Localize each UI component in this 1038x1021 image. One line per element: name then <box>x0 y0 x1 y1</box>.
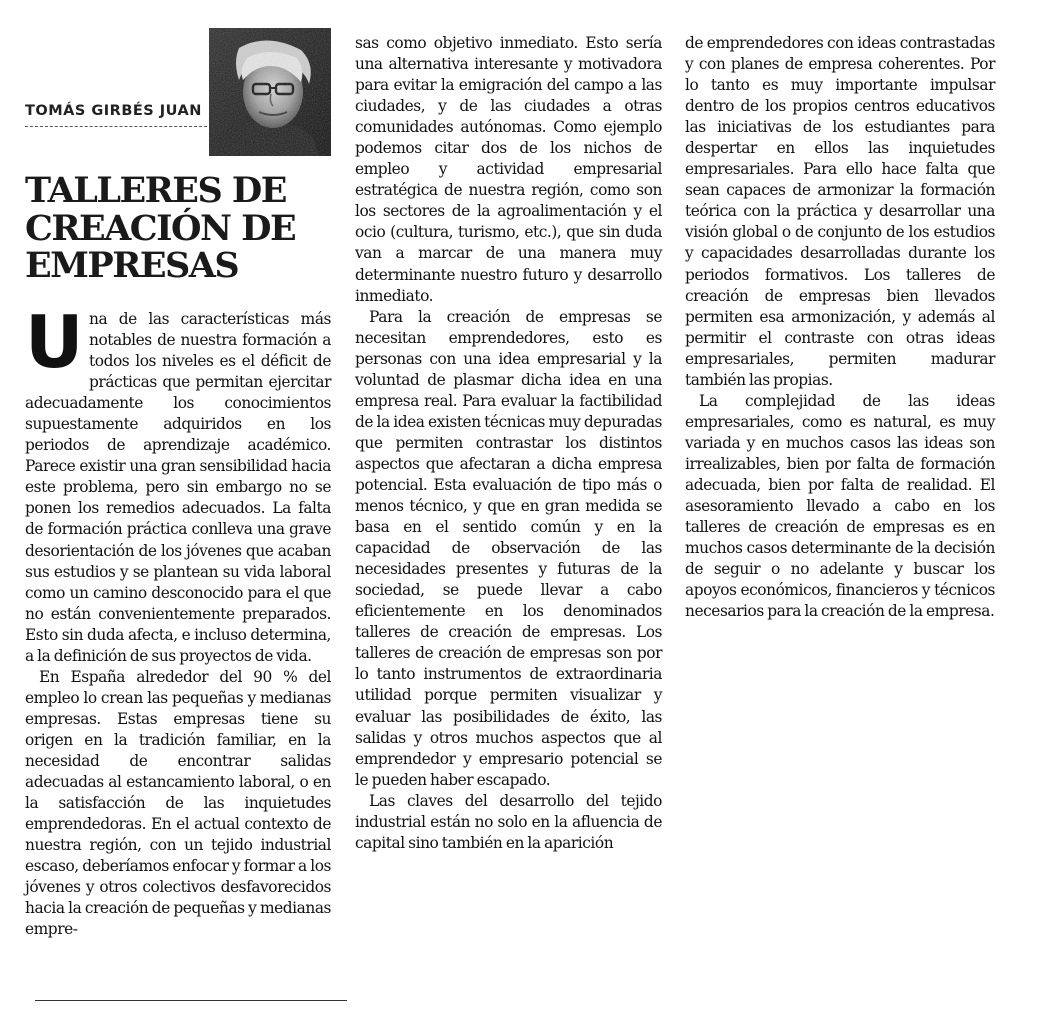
headline: TALLERES DE CREACIÓN DE EMPRESAS <box>25 170 296 286</box>
column-2 <box>355 33 662 854</box>
column-3 <box>685 33 995 622</box>
paragraph <box>25 300 331 667</box>
paragraph: Las claves del desarrollo del tejido industrial están no solo en la afluencia de capital sino también en la aparición <box>355 791 662 852</box>
paragraph-text: na de las características más notables de nuestra formación a todos los niveles es el déficit de prácticas que permitan ejercitar adecuadamente los conocimientos supuestamente adquiridos en los periodos de aprendizaje académico. Parece existir una gran sensibilidad hacia este problema, pero sin embargo no se ponen los remedios adecuados. La falta de formación práctica conlleva una grave desorientación de los jóvenes que acaban sus estudios y se plantean su vida laboral como un camino desconocido para el que no están convenientemente preparados. Esto sin duda afecta, e incluso determina, a la definición de sus proyectos de vida. <box>25 310 331 665</box>
paragraph: Para la creación de empresas se necesitan emprendedores, esto es personas con una idea empresarial y la voluntad de plasmar dicha idea en una empresa real. Para evaluar la factibilidad de la idea existen técnicas muy depuradas que permiten contrastar los distintos aspectos que afectaran a dicha empresa potencial. Esta evaluación de tipo más o menos técnico, y que en gran medida se basa en el sentido común y en la capacidad de observación de las necesidades presentes y futuras de la sociedad, se puede llevar a cabo eficientemente en los denominados talleres de creación de empresas. Los talleres de creación de empresas son por lo tanto instrumentos de extraordinaria utilidad porque permiten visualizar y evaluar las posibilidades de éxito, las salidas y otros muchos aspectos que al emprendedor y empresario potencial se le pueden haber escapado. <box>355 307 662 789</box>
paragraph: sas como objetivo inmediato. Esto sería una alternativa interesante y motivadora para evitar la emigración del campo a las ciudades, y de las ciudades a otras comunidades autónomas. Como ejemplo podemos citar dos de los nichos de empleo y actividad empresarial estratégica de nuestra región, como son los sectores de la agroalimentación y el ocio (cultura, turismo, etc.), que sin duda van a marcar de una manera muy determinante nuestro futuro y desarrollo inmediato. <box>355 34 662 305</box>
author-byline: TOMÁS GIRBÉS JUAN <box>25 103 202 119</box>
paragraph: de emprendedores con ideas contrastadas y con planes de empresa coherentes. Por lo tanto es muy importante impulsar dentro de los propios centros educativos las iniciativas de los estudiantes para despertar en ellos las inquietudes empresariales. Para ello hace falta que sean capaces de armonizar la formación teórica con la práctica y desarrollar una visión global o de conjunto de los estudios y capacidades desarrolladas durante los periodos formativos. Los talleres de creación de empresas bien llevados permiten esa armonización, y además al permitir el contraste con otras ideas empresariales, permiten madurar también las propias. <box>685 34 995 389</box>
paragraph: En España alrededor del 90 % del empleo lo crean las pequeñas y medianas empresas. Estas empresas tiene su origen en la tradición familiar, en la necesidad de encontrar salidas adecuadas al estancamiento laboral, o en la satisfacción de las inquietudes emprendedoras. En el actual contexto de nuestra región, con un tejido industrial escaso, deberíamos enfocar y formar a los jóvenes y otros colectivos desfavorecidos hacia la creación de pequeñas y medianas empre- <box>25 667 331 939</box>
column-1 <box>25 300 331 940</box>
byline-divider <box>25 126 207 127</box>
drop-cap: U <box>25 300 84 384</box>
paragraph: La complejidad de las ideas empresariales, como es natural, es muy variada y en muchos casos las ideas son irrealizables, bien por falta de formación adecuada, bien por falta de realidad. El asesoramiento llevado a cabo en los talleres de creación de empresas es en muchos casos determinante de la decisión de seguir o no adelante y buscar los apoyos económicos, financieros y técnicos necesarios para la creación de la empresa. <box>685 391 995 621</box>
bottom-divider <box>35 1000 347 1001</box>
author-photo <box>209 28 331 156</box>
